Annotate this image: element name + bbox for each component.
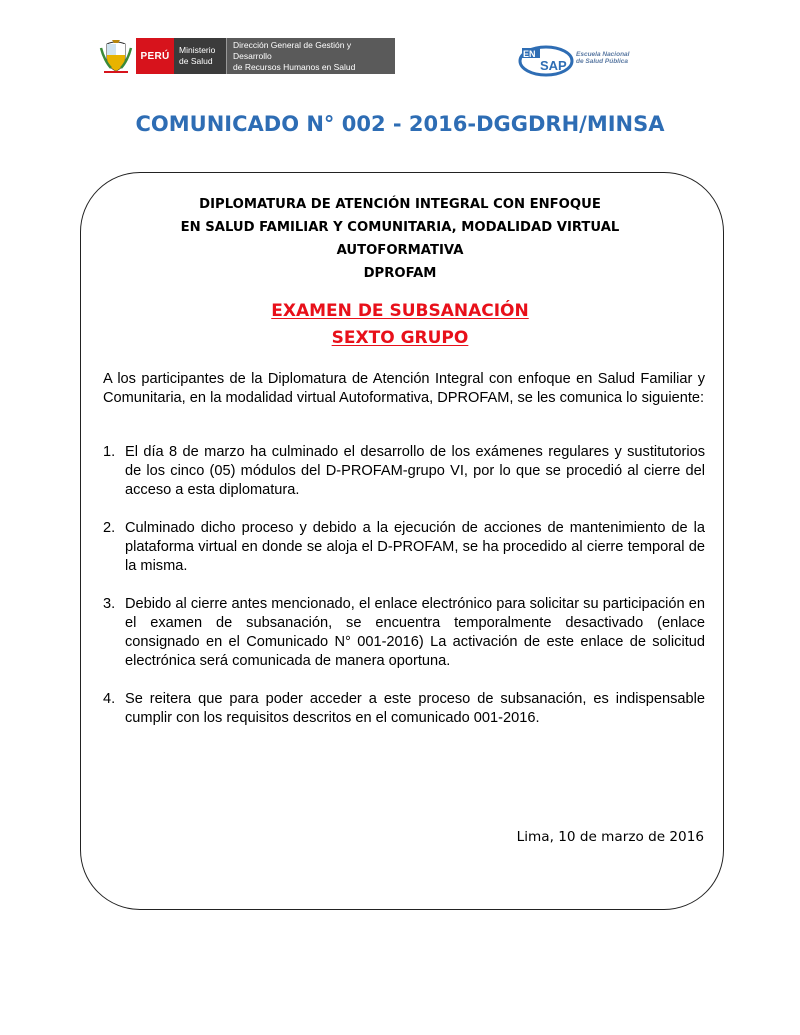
place-date: Lima, 10 de marzo de 2016 (516, 829, 704, 845)
ensap-emblem-icon (516, 40, 576, 82)
peru-label: PERÚ (140, 50, 170, 62)
ensap-text (576, 51, 629, 65)
list-item-text: El día 8 de marzo ha culminado el desarrollo de los exámenes regulares y sustitutorios de los cinco (05) módulos del D-PROFAM-grupo VI, por lo que se procedió al cierre del acceso a esta diplomatura. (125, 444, 705, 498)
ensap-mark-sap: SAP (540, 58, 567, 73)
ensap-mark-en: EN (523, 49, 536, 59)
exam-heading (0, 298, 800, 352)
government-logo (99, 38, 395, 74)
exam-title-line-1: EXAMEN DE SUBSANACIÓN (271, 301, 529, 321)
list-item-number: 3. (103, 596, 116, 612)
coat-of-arms-icon (99, 38, 133, 74)
notice-list (103, 443, 705, 728)
ministry-line-1: Ministerio (179, 45, 216, 55)
list-item (103, 443, 705, 500)
ministry-line-2: de Salud (179, 56, 213, 66)
program-line-1: DIPLOMATURA DE ATENCIÓN INTEGRAL CON ENFOQUE (199, 197, 601, 212)
directorate-line-2: de Recursos Humanos en Salud (233, 61, 356, 72)
list-item-number: 2. (103, 520, 116, 536)
list-item (103, 690, 705, 728)
program-heading (0, 193, 800, 285)
directorate-badge (226, 38, 395, 74)
list-item-text: Debido al cierre antes mencionado, el enlace electrónico para solicitar su participación en el examen de subsanación, se encuentra temporalmente desactivado (enlace consignado en el Comunicado N° 001-2016) La activación de este enlace de solicitud electrónica será comunicada de manera oportuna. (125, 596, 705, 669)
list-item-number: 4. (103, 691, 116, 707)
list-item (103, 595, 705, 671)
list-item-text: Se reitera que para poder acceder a este proceso de subsanación, es indispensable cumplir con los requisitos descritos en el comunicado 001-2016. (125, 691, 705, 726)
list-item-text: Culminado dicho proceso y debido a la ejecución de acciones de mantenimiento de la plataforma virtual en donde se aloja el D-PROFAM, se ha procedido al cierre temporal de la misma. (125, 520, 705, 574)
directorate-line-1: Dirección General de Gestión y Desarrollo (233, 39, 352, 61)
program-line-2: EN SALUD FAMILIAR Y COMUNITARIA, MODALIDAD VIRTUAL (180, 220, 620, 235)
program-line-4: DPROFAM (363, 266, 437, 281)
list-item-number: 1. (103, 444, 116, 460)
list-item (103, 519, 705, 576)
ministry-badge (174, 38, 226, 74)
intro-paragraph: A los participantes de la Diplomatura de Atención Integral con enfoque en Salud Familiar y Comunitaria, en la modalidad virtual Autoformativa, DPROFAM, se les comunica lo siguiente: (103, 371, 705, 406)
peru-badge (136, 38, 174, 74)
program-line-3: AUTOFORMATIVA (336, 243, 464, 258)
ensap-line-1: Escuela Nacional (576, 51, 630, 58)
ensap-line-2: de Salud Pública (576, 58, 629, 65)
exam-title-line-2: SEXTO GRUPO (331, 328, 469, 348)
ensap-logo (516, 40, 656, 82)
document-title: COMUNICADO N° 002 - 2016-DGGDRH/MINSA (135, 112, 665, 136)
